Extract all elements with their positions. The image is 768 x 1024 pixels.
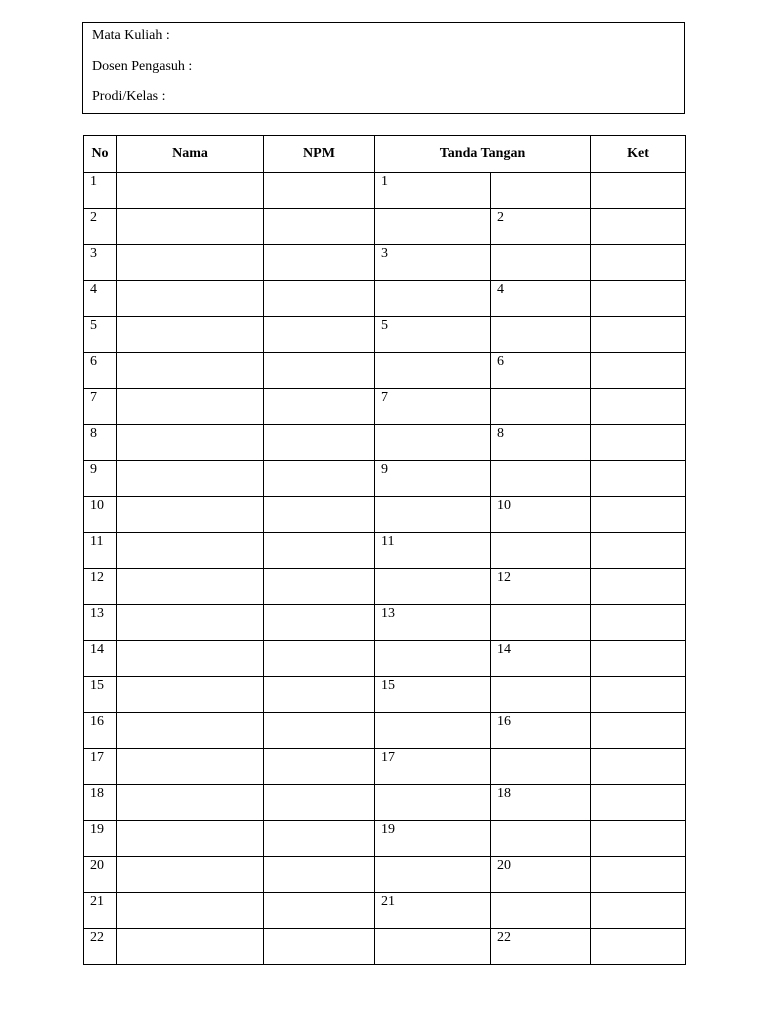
npm-cell[interactable] bbox=[264, 425, 375, 461]
row-number-number: 13 bbox=[90, 606, 104, 621]
row-number-number: 11 bbox=[90, 534, 104, 549]
name-cell[interactable] bbox=[117, 785, 264, 821]
ket-cell[interactable] bbox=[591, 677, 686, 713]
ket-cell[interactable] bbox=[591, 821, 686, 857]
table-row bbox=[84, 713, 686, 749]
signature-left-cell bbox=[375, 677, 491, 713]
table-row bbox=[84, 497, 686, 533]
table-row bbox=[84, 353, 686, 389]
signature-left-cell bbox=[375, 929, 491, 965]
row-number bbox=[84, 857, 117, 893]
signature-right-cell-number: 10 bbox=[497, 498, 511, 513]
lecturer-label: Dosen Pengasuh : bbox=[92, 59, 193, 74]
signature-right-cell bbox=[491, 533, 591, 569]
signature-left-cell-number: 7 bbox=[381, 390, 388, 405]
name-cell[interactable] bbox=[117, 245, 264, 281]
row-number-number: 7 bbox=[90, 390, 97, 405]
npm-cell[interactable] bbox=[264, 533, 375, 569]
ket-cell[interactable] bbox=[591, 317, 686, 353]
name-cell[interactable] bbox=[117, 317, 264, 353]
signature-right-cell bbox=[491, 929, 591, 965]
ket-cell[interactable] bbox=[591, 209, 686, 245]
row-number bbox=[84, 461, 117, 497]
row-number bbox=[84, 569, 117, 605]
signature-left-cell-number: 5 bbox=[381, 318, 388, 333]
signature-left-cell-number: 11 bbox=[381, 534, 395, 549]
name-cell[interactable] bbox=[117, 569, 264, 605]
npm-cell[interactable] bbox=[264, 929, 375, 965]
signature-left-cell-number: 21 bbox=[381, 894, 395, 909]
signature-left-cell bbox=[375, 857, 491, 893]
signature-right-cell bbox=[491, 389, 591, 425]
header-npm: NPM bbox=[264, 136, 375, 173]
table-row bbox=[84, 173, 686, 209]
ket-cell[interactable] bbox=[591, 857, 686, 893]
signature-right-cell bbox=[491, 569, 591, 605]
row-number-number: 22 bbox=[90, 930, 104, 945]
name-cell[interactable] bbox=[117, 713, 264, 749]
signature-left-cell-number: 15 bbox=[381, 678, 395, 693]
row-number-number: 18 bbox=[90, 786, 104, 801]
signature-left-cell bbox=[375, 605, 491, 641]
row-number bbox=[84, 317, 117, 353]
table-header-row bbox=[84, 136, 686, 173]
signature-right-cell bbox=[491, 749, 591, 785]
ket-cell[interactable] bbox=[591, 281, 686, 317]
row-number bbox=[84, 425, 117, 461]
signature-right-cell-number: 18 bbox=[497, 786, 511, 801]
signature-left-cell bbox=[375, 497, 491, 533]
signature-right-cell bbox=[491, 461, 591, 497]
table-row bbox=[84, 389, 686, 425]
header-nama: Nama bbox=[117, 136, 264, 173]
table-row bbox=[84, 641, 686, 677]
row-number bbox=[84, 173, 117, 209]
signature-left-cell bbox=[375, 245, 491, 281]
row-number-number: 10 bbox=[90, 498, 104, 513]
table-row bbox=[84, 425, 686, 461]
table-row bbox=[84, 281, 686, 317]
npm-cell[interactable] bbox=[264, 281, 375, 317]
signature-right-cell-number: 8 bbox=[497, 426, 504, 441]
name-cell[interactable] bbox=[117, 173, 264, 209]
ket-cell[interactable] bbox=[591, 641, 686, 677]
npm-cell[interactable] bbox=[264, 317, 375, 353]
table-row bbox=[84, 677, 686, 713]
table-row bbox=[84, 893, 686, 929]
ket-cell[interactable] bbox=[591, 713, 686, 749]
name-cell[interactable] bbox=[117, 209, 264, 245]
signature-right-cell bbox=[491, 857, 591, 893]
row-number bbox=[84, 785, 117, 821]
signature-left-cell bbox=[375, 713, 491, 749]
name-cell[interactable] bbox=[117, 857, 264, 893]
row-number-number: 8 bbox=[90, 426, 97, 441]
row-number bbox=[84, 749, 117, 785]
attendance-table bbox=[83, 135, 686, 965]
npm-cell[interactable] bbox=[264, 893, 375, 929]
name-cell[interactable] bbox=[117, 677, 264, 713]
signature-left-cell bbox=[375, 821, 491, 857]
ket-cell[interactable] bbox=[591, 929, 686, 965]
table-row bbox=[84, 749, 686, 785]
npm-cell[interactable] bbox=[264, 209, 375, 245]
name-cell[interactable] bbox=[117, 533, 264, 569]
signature-right-cell bbox=[491, 821, 591, 857]
name-cell[interactable] bbox=[117, 425, 264, 461]
row-number-number: 2 bbox=[90, 210, 97, 225]
table-row bbox=[84, 569, 686, 605]
signature-right-cell bbox=[491, 173, 591, 209]
ket-cell[interactable] bbox=[591, 461, 686, 497]
table-row bbox=[84, 533, 686, 569]
name-cell[interactable] bbox=[117, 641, 264, 677]
signature-left-cell bbox=[375, 785, 491, 821]
signature-left-cell bbox=[375, 461, 491, 497]
table-row bbox=[84, 461, 686, 497]
row-number-number: 21 bbox=[90, 894, 104, 909]
row-number bbox=[84, 245, 117, 281]
row-number bbox=[84, 209, 117, 245]
course-info-box bbox=[82, 22, 685, 114]
row-number-number: 19 bbox=[90, 822, 104, 837]
course-label: Mata Kuliah : bbox=[92, 28, 170, 43]
npm-cell[interactable] bbox=[264, 389, 375, 425]
row-number bbox=[84, 605, 117, 641]
row-number-number: 5 bbox=[90, 318, 97, 333]
ket-cell[interactable] bbox=[591, 353, 686, 389]
row-number-number: 1 bbox=[90, 174, 97, 189]
name-cell[interactable] bbox=[117, 353, 264, 389]
npm-cell[interactable] bbox=[264, 461, 375, 497]
signature-right-cell bbox=[491, 353, 591, 389]
signature-right-cell bbox=[491, 785, 591, 821]
signature-right-cell bbox=[491, 713, 591, 749]
row-number-number: 9 bbox=[90, 462, 97, 477]
row-number-number: 14 bbox=[90, 642, 104, 657]
signature-left-cell bbox=[375, 569, 491, 605]
name-cell[interactable] bbox=[117, 389, 264, 425]
signature-left-cell-number: 9 bbox=[381, 462, 388, 477]
name-cell[interactable] bbox=[117, 605, 264, 641]
row-number-number: 12 bbox=[90, 570, 104, 585]
signature-right-cell-number: 14 bbox=[497, 642, 511, 657]
ket-cell[interactable] bbox=[591, 569, 686, 605]
signature-left-cell-number: 1 bbox=[381, 174, 388, 189]
name-cell[interactable] bbox=[117, 749, 264, 785]
row-number bbox=[84, 533, 117, 569]
signature-right-cell bbox=[491, 209, 591, 245]
row-number bbox=[84, 281, 117, 317]
signature-left-cell bbox=[375, 209, 491, 245]
npm-cell[interactable] bbox=[264, 173, 375, 209]
signature-left-cell bbox=[375, 389, 491, 425]
signature-right-cell-number: 20 bbox=[497, 858, 511, 873]
row-number-number: 6 bbox=[90, 354, 97, 369]
npm-cell[interactable] bbox=[264, 749, 375, 785]
ket-cell[interactable] bbox=[591, 533, 686, 569]
npm-cell[interactable] bbox=[264, 569, 375, 605]
row-number-number: 3 bbox=[90, 246, 97, 261]
ket-cell[interactable] bbox=[591, 497, 686, 533]
row-number-number: 15 bbox=[90, 678, 104, 693]
npm-cell[interactable] bbox=[264, 497, 375, 533]
row-number bbox=[84, 821, 117, 857]
name-cell[interactable] bbox=[117, 461, 264, 497]
signature-right-cell bbox=[491, 497, 591, 533]
signature-right-cell bbox=[491, 281, 591, 317]
row-number bbox=[84, 929, 117, 965]
table-body bbox=[84, 173, 686, 965]
signature-left-cell bbox=[375, 317, 491, 353]
row-number bbox=[84, 389, 117, 425]
row-number bbox=[84, 353, 117, 389]
header-tanda-tangan: Tanda Tangan bbox=[375, 136, 591, 173]
signature-right-cell-number: 4 bbox=[497, 282, 504, 297]
npm-cell[interactable] bbox=[264, 785, 375, 821]
signature-right-cell-number: 16 bbox=[497, 714, 511, 729]
ket-cell[interactable] bbox=[591, 425, 686, 461]
table-row bbox=[84, 929, 686, 965]
signature-left-cell bbox=[375, 749, 491, 785]
table-row bbox=[84, 785, 686, 821]
signature-right-cell-number: 2 bbox=[497, 210, 504, 225]
ket-cell[interactable] bbox=[591, 245, 686, 281]
name-cell[interactable] bbox=[117, 281, 264, 317]
npm-cell[interactable] bbox=[264, 641, 375, 677]
signature-right-cell bbox=[491, 677, 591, 713]
signature-right-cell bbox=[491, 425, 591, 461]
signature-left-cell bbox=[375, 281, 491, 317]
row-number bbox=[84, 677, 117, 713]
header-no: No bbox=[84, 136, 117, 173]
ket-cell[interactable] bbox=[591, 173, 686, 209]
name-cell[interactable] bbox=[117, 929, 264, 965]
ket-cell[interactable] bbox=[591, 749, 686, 785]
signature-right-cell-number: 12 bbox=[497, 570, 511, 585]
header-ket: Ket bbox=[591, 136, 686, 173]
row-number bbox=[84, 497, 117, 533]
table-row bbox=[84, 821, 686, 857]
signature-right-cell bbox=[491, 317, 591, 353]
table-row bbox=[84, 245, 686, 281]
npm-cell[interactable] bbox=[264, 245, 375, 281]
row-number-number: 4 bbox=[90, 282, 97, 297]
npm-cell[interactable] bbox=[264, 605, 375, 641]
row-number-number: 16 bbox=[90, 714, 104, 729]
row-number-number: 20 bbox=[90, 858, 104, 873]
signature-left-cell bbox=[375, 893, 491, 929]
signature-left-cell-number: 3 bbox=[381, 246, 388, 261]
npm-cell[interactable] bbox=[264, 857, 375, 893]
signature-right-cell bbox=[491, 245, 591, 281]
table-row bbox=[84, 209, 686, 245]
signature-left-cell bbox=[375, 533, 491, 569]
name-cell[interactable] bbox=[117, 497, 264, 533]
signature-right-cell bbox=[491, 641, 591, 677]
name-cell[interactable] bbox=[117, 893, 264, 929]
row-number bbox=[84, 713, 117, 749]
table-row bbox=[84, 605, 686, 641]
ket-cell[interactable] bbox=[591, 605, 686, 641]
table-row bbox=[84, 857, 686, 893]
npm-cell[interactable] bbox=[264, 821, 375, 857]
signature-right-cell bbox=[491, 893, 591, 929]
row-number bbox=[84, 641, 117, 677]
signature-left-cell-number: 17 bbox=[381, 750, 395, 765]
signature-right-cell-number: 6 bbox=[497, 354, 504, 369]
ket-cell[interactable] bbox=[591, 785, 686, 821]
signature-left-cell bbox=[375, 641, 491, 677]
signature-right-cell bbox=[491, 605, 591, 641]
npm-cell[interactable] bbox=[264, 713, 375, 749]
npm-cell[interactable] bbox=[264, 353, 375, 389]
program-class-label: Prodi/Kelas : bbox=[92, 89, 166, 104]
signature-left-cell-number: 19 bbox=[381, 822, 395, 837]
signature-right-cell-number: 22 bbox=[497, 930, 511, 945]
signature-left-cell bbox=[375, 425, 491, 461]
row-number bbox=[84, 893, 117, 929]
name-cell[interactable] bbox=[117, 821, 264, 857]
signature-left-cell bbox=[375, 353, 491, 389]
table-row bbox=[84, 317, 686, 353]
npm-cell[interactable] bbox=[264, 677, 375, 713]
signature-left-cell bbox=[375, 173, 491, 209]
ket-cell[interactable] bbox=[591, 389, 686, 425]
signature-left-cell-number: 13 bbox=[381, 606, 395, 621]
row-number-number: 17 bbox=[90, 750, 104, 765]
ket-cell[interactable] bbox=[591, 893, 686, 929]
